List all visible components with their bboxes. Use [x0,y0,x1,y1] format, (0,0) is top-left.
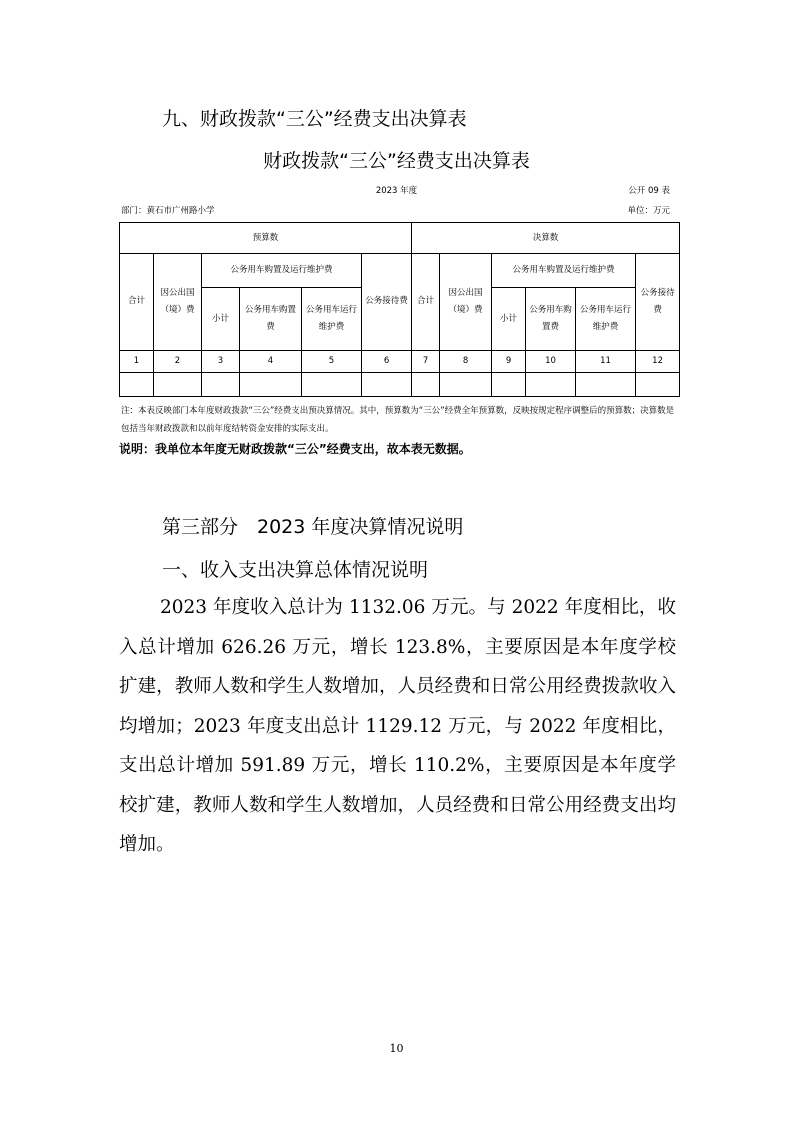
col-number: 9 [492,350,526,372]
table-code: 公开 09 表 [628,186,670,196]
budget-subtotal-header: 小计 [202,288,240,350]
col-number: 11 [576,350,636,372]
final-vehicle-header: 公务用车购置及运行维护费 [492,254,636,288]
budget-vehicle-header: 公务用车购置及运行维护费 [202,254,362,288]
col-number: 1 [120,350,154,372]
budget-abroad-header: 因公出国（境）费 [154,254,202,351]
col-number: 2 [154,350,202,372]
budget-header: 预算数 [120,223,412,254]
budget-reception-header: 公务接待费 [362,254,412,351]
report-year: 2023 年度 [375,186,418,196]
table-title: 财政拨款“三公”经费支出决算表 [263,150,530,172]
final-abroad-header: 因公出国（境）费 [440,254,492,351]
col-number: 4 [240,350,302,372]
final-purchase-header: 公务用车购置费 [526,288,576,350]
page-number: 10 [389,1042,404,1055]
body-paragraph: 2023 年度收入总计为 1132.06 万元。与 2022 年度相比，收入总计增加 626.26 万元，增长 123.8%，主要原因是本年度学校扩建，教师人数和学生人数增加，人员经费和日常公用经费拨款收入均增加；2023 年度支出总计 1129.12 万元，与 2022 年度相比，支出总计增加 591.89 万元，增长 110.2%，主要原因是本年度学校扩建，教师人数和学生人数增加，人员经费和日常公用经费支出均增加。 [119,597,676,855]
empty-data-row [120,372,680,396]
section-heading: 九、财政拨款“三公”经费支出决算表 [162,108,467,130]
unit-label: 单位：万元 [627,206,670,216]
part-three-title: 第三部分 2023 年度决算情况说明 [162,516,464,538]
table-note: 注：本表反映部门本年度财政拨款“三公”经费支出预决算情况。其中，预算数为“三公”经费全年预算数，反映按规定程序调整后的预算数；决算数是包括当年财政拨款和以前年度结转资金安排的实际支出。 [121,406,675,434]
col-number: 12 [636,350,680,372]
three-public-expenses-table [119,222,680,397]
budget-total-header: 合计 [120,254,154,351]
col-number: 7 [412,350,440,372]
col-number: 8 [440,350,492,372]
budget-purchase-header: 公务用车购置费 [240,288,302,350]
final-subtotal-header: 小计 [492,288,526,350]
col-number: 6 [362,350,412,372]
col-number: 5 [302,350,362,372]
final-header: 决算数 [412,223,680,254]
table-explanation: 说明：我单位本年度无财政拨款“三公”经费支出，故本表无数据。 [119,442,471,456]
col-number: 10 [526,350,576,372]
subsection-title: 一、收入支出决算总体情况说明 [162,559,429,581]
budget-operation-header: 公务用车运行维护费 [302,288,362,350]
department-label: 部门：黄石市广州路小学 [121,206,215,216]
final-total-header: 合计 [412,254,440,351]
final-reception-header: 公务接待费 [636,254,680,351]
col-number: 3 [202,350,240,372]
final-operation-header: 公务用车运行维护费 [576,288,636,350]
